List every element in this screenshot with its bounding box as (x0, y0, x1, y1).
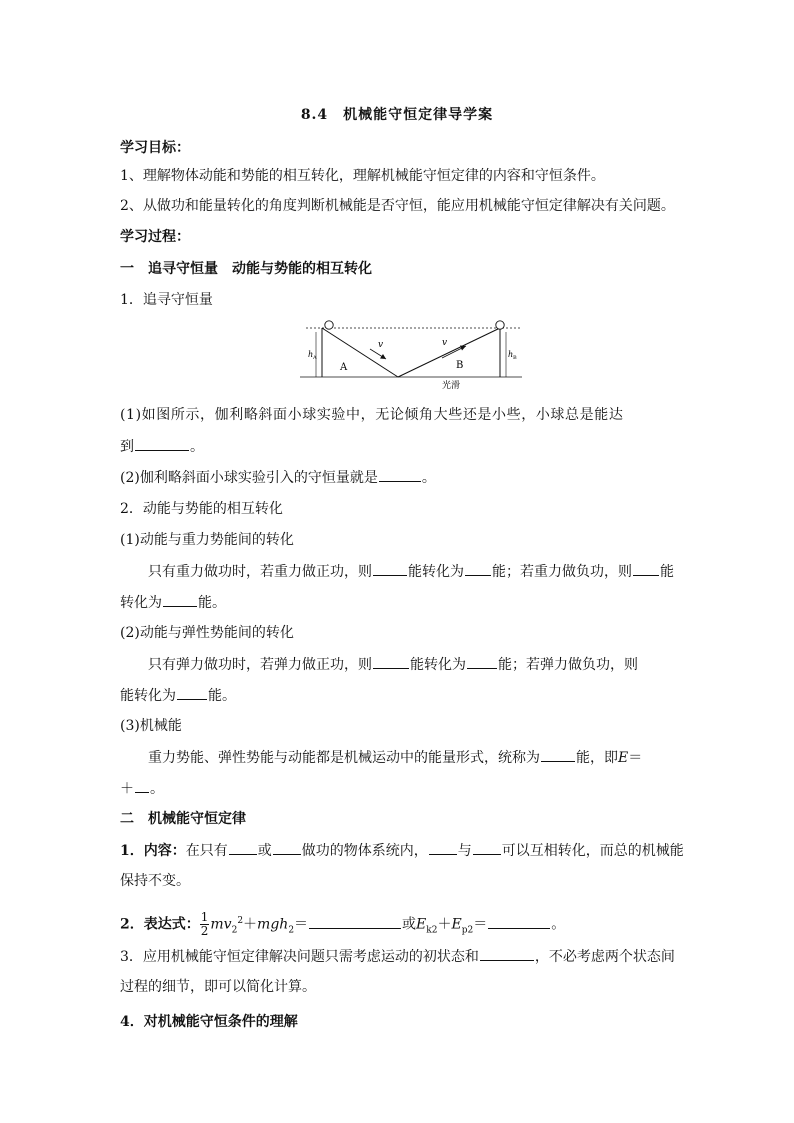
text-segment: 能转化为 (410, 657, 466, 673)
answer-blank[interactable] (473, 840, 501, 855)
answer-blank[interactable] (541, 747, 575, 762)
text-segment: 能转化为 (408, 564, 464, 580)
answer-blank[interactable] (480, 946, 534, 961)
plus-sign: ＋ (243, 916, 258, 933)
subsection-3-heading: (3)机械能 (120, 718, 182, 734)
subsection-2-heading: (2)动能与弹性势能间的转化 (120, 625, 294, 641)
law-3-line-1 (120, 946, 680, 967)
law-1-label: 1．内容： (120, 843, 186, 859)
energy-symbol: E (618, 750, 629, 766)
text-segment: 能；若重力做负功，则 (492, 564, 632, 580)
answer-blank[interactable] (229, 840, 257, 855)
question-1-prefix: 到 (120, 439, 134, 455)
answer-blank[interactable] (379, 467, 421, 482)
mv-superscript: 2 (237, 916, 244, 926)
subsection-2-line-1 (148, 654, 680, 675)
goal-2: 2、从做功和能量转化的角度判断机械能是否守恒，能应用机械能守恒定律解决有关问题。 (120, 198, 675, 214)
text-segment: 。 (551, 916, 566, 933)
plus-sign: ＋ (437, 916, 452, 933)
law-1-line-1 (120, 840, 684, 861)
mgh-term: mgh (257, 916, 289, 933)
text-segment: 或 (402, 916, 417, 933)
subsection-3-line-1 (148, 747, 680, 768)
smooth-label: 光滑 (442, 381, 461, 390)
answer-blank[interactable] (465, 561, 491, 576)
question-2 (120, 467, 680, 488)
galileo-incline-diagram (296, 320, 526, 390)
subsection-1-heading: (1)动能与重力势能间的转化 (120, 532, 294, 548)
subsection-1-line-1 (148, 561, 680, 582)
law-3-line-2: 过程的细节，即可以简化计算。 (120, 979, 316, 995)
law-4-heading: 4．对机械能守恒条件的理解 (120, 1014, 298, 1030)
page-title: 8.4 机械能守恒定律导学案 (300, 107, 494, 123)
text-segment: 可以互相转化，而总的机械能 (501, 843, 684, 859)
section-1-item-1: 1．追寻守恒量 (120, 292, 213, 308)
answer-blank[interactable] (488, 914, 550, 929)
text-segment: 能 (660, 564, 674, 580)
equals-sign: ＝ (294, 916, 309, 933)
mv-term: mv (210, 916, 232, 933)
text-segment: 转化为 (120, 595, 162, 611)
answer-blank[interactable] (373, 561, 407, 576)
text-segment: 能转化为 (120, 688, 176, 704)
text-segment: ＝ (628, 750, 643, 766)
text-segment: 在只有 (185, 843, 228, 859)
text-segment: 只有重力做功时，若重力做正功，则 (148, 564, 372, 580)
question-2-suffix: 。 (421, 470, 436, 486)
fraction-one-half (200, 911, 210, 938)
text-segment: 3．应用机械能守恒定律解决问题只需考虑运动的初状态和 (120, 949, 479, 965)
law-2-expression (120, 908, 680, 943)
height-label-b: h (508, 350, 514, 359)
question-1-suffix: 。 (190, 439, 204, 455)
text-segment: 能。 (198, 595, 226, 611)
incline-label-b: B (456, 360, 464, 371)
text-segment: 或 (257, 843, 272, 859)
answer-blank[interactable] (135, 436, 189, 451)
fraction-denominator: 2 (200, 924, 209, 939)
text-segment: 能。 (208, 688, 236, 704)
ball-a (325, 321, 333, 329)
text-segment: ，不必考虑两个状态间 (534, 949, 675, 965)
goal-1: 1、理解物体动能和势能的相互转化，理解机械能守恒定律的内容和守恒条件。 (120, 168, 605, 184)
question-1-line-1: (1)如图所示，伽利略斜面小球实验中，无论倾角大些还是小些，小球总是能达 (120, 407, 624, 423)
answer-blank[interactable] (273, 840, 301, 855)
question-2-text: (2)伽利略斜面小球实验引入的守恒量就是 (120, 470, 378, 486)
answer-blank[interactable] (309, 914, 401, 929)
law-2-label: 2．表达式： (120, 916, 200, 933)
subsection-2-line-2 (120, 685, 680, 706)
ep-subscript: p2 (461, 925, 474, 936)
ep-term: E (451, 916, 462, 933)
process-heading: 学习过程： (120, 229, 190, 245)
text-segment: 做功的物体系统内， (301, 843, 428, 859)
law-1-line-2: 保持不变。 (120, 873, 190, 889)
text-segment: 重力势能、弹性势能与动能都是机械运动中的能量形式，统称为 (148, 750, 540, 766)
subsection-3-line-2 (120, 778, 680, 799)
text-segment: 能，即 (576, 750, 618, 766)
goals-heading: 学习目标： (120, 140, 190, 156)
ball-b (496, 321, 504, 329)
text-segment: 与 (457, 843, 472, 859)
answer-blank[interactable] (135, 778, 149, 793)
velocity-label-a: v (378, 340, 384, 350)
text-segment: 能；若弹力做负功，则 (498, 657, 638, 673)
answer-blank[interactable] (633, 561, 659, 576)
equals-sign: ＝ (473, 916, 488, 933)
answer-blank[interactable] (163, 592, 197, 607)
velocity-label-b: v (442, 338, 448, 348)
mv-subscript: 2 (231, 925, 238, 936)
height-label-b-sub: B (513, 355, 517, 361)
ek-subscript: k2 (426, 925, 438, 936)
question-1-line-2 (120, 436, 680, 457)
subsection-1-line-2 (120, 592, 680, 613)
text-segment: ＋ (120, 781, 134, 797)
incline-label-a: A (340, 362, 348, 373)
answer-blank[interactable] (373, 654, 409, 669)
section-1-item-2: 2．动能与势能的相互转化 (120, 501, 283, 517)
section-2-heading: 二 机械能守恒定律 (120, 811, 246, 827)
fraction-numerator: 1 (200, 910, 209, 925)
answer-blank[interactable] (429, 840, 457, 855)
answer-blank[interactable] (467, 654, 497, 669)
height-label-a: h (308, 350, 314, 359)
text-segment: 只有弹力做功时，若弹力做正功，则 (148, 657, 372, 673)
text-segment: 。 (150, 781, 164, 797)
mgh-subscript: 2 (288, 925, 295, 936)
ek-term: E (416, 916, 427, 933)
height-label-a-sub: A (313, 355, 317, 361)
section-1-heading: 一 追寻守恒量 动能与势能的相互转化 (120, 261, 372, 277)
answer-blank[interactable] (177, 685, 207, 700)
